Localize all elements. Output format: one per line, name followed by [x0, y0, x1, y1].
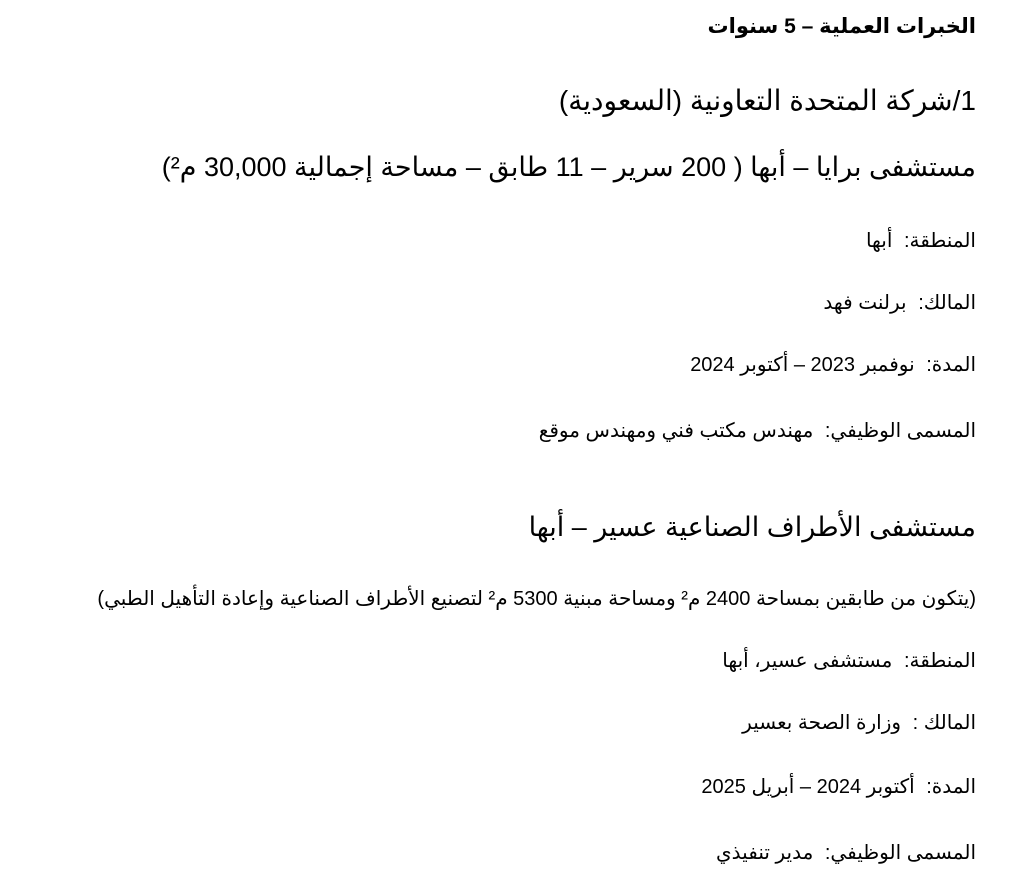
job-title-value: مهندس مكتب فني ومهندس موقع [538, 420, 814, 442]
owner-label: المالك : [912, 712, 976, 734]
duration-label: المدة: [926, 354, 976, 376]
region-value: أبها [865, 230, 893, 252]
job-title-line [539, 418, 976, 443]
job-title-line [716, 840, 976, 865]
section-title: الخبرات العملية – 5 سنوات [707, 15, 976, 38]
job-title-label: المسمى الوظيفي: [824, 420, 976, 442]
owner-line [823, 290, 976, 315]
owner-label: المالك: [918, 292, 976, 314]
region-label: المنطقة: [903, 230, 976, 252]
duration-value: أكتوبر 2024 – أبريل 2025 [701, 776, 915, 798]
region-value: مستشفى عسير، أبها [722, 650, 893, 672]
duration-label: المدة: [926, 776, 976, 798]
project-title: مستشفى الأطراف الصناعية عسير – أبها [528, 512, 976, 542]
project-title: مستشفى برايا – أبها ( 200 سرير – 11 طابق – مساحة إجمالية 30,000 م²) [161, 152, 976, 182]
owner-value: برلنت فهد [823, 292, 907, 314]
company-heading: 1/شركة المتحدة التعاونية (السعودية) [558, 85, 976, 116]
region-line [722, 648, 976, 673]
job-title-label: المسمى الوظيفي: [824, 842, 976, 864]
region-label: المنطقة: [903, 650, 976, 672]
duration-line [690, 352, 976, 377]
project-description: (يتكون من طابقين بمساحة 2400 م² ومساحة مبنية 5300 م² لتصنيع الأطراف الصناعية وإعادة التأهيل الطبي) [97, 588, 976, 610]
job-title-value: مدير تنفيذي [716, 842, 814, 864]
duration-line [701, 774, 976, 799]
owner-value: وزارة الصحة بعسير [742, 712, 902, 734]
owner-line [742, 710, 976, 735]
duration-value: نوفمبر 2023 – أكتوبر 2024 [690, 354, 915, 376]
region-line [866, 228, 976, 253]
